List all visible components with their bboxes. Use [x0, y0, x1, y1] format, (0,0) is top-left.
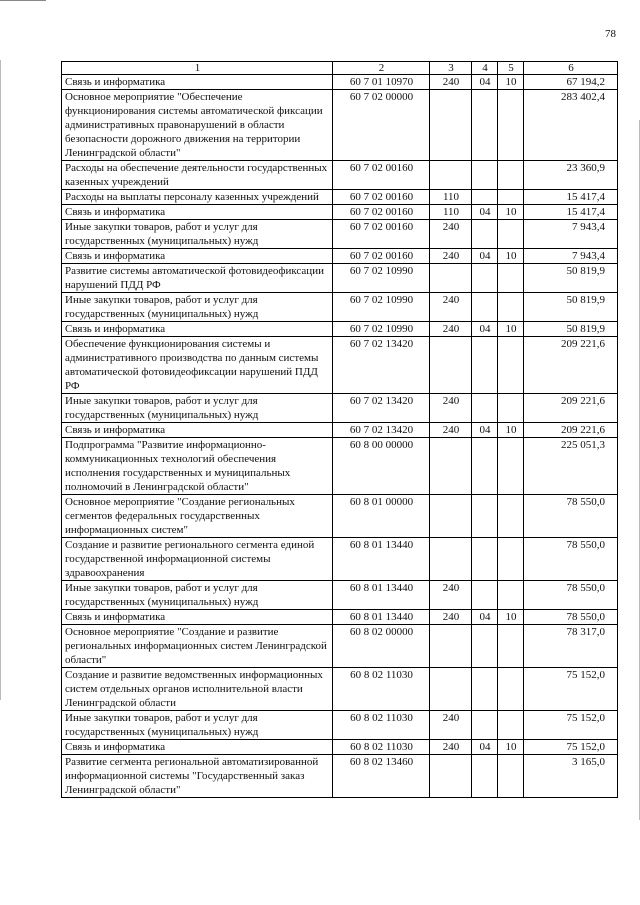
table-row — [62, 293, 618, 322]
row-code-cell: 60 8 02 13460 — [333, 755, 430, 798]
row-code-cell: 60 7 01 10970 — [333, 75, 430, 90]
row-col5-cell — [498, 90, 524, 161]
row-col3-cell — [430, 161, 472, 190]
row-col3-cell: 240 — [430, 610, 472, 625]
row-amount-cell: 23 360,9 — [524, 161, 618, 190]
row-amount-cell: 283 402,4 — [524, 90, 618, 161]
row-name-cell: Связь и информатика — [62, 249, 333, 264]
row-col5-cell: 10 — [498, 423, 524, 438]
row-amount-cell: 50 819,9 — [524, 264, 618, 293]
row-code-cell: 60 7 02 13420 — [333, 394, 430, 423]
row-col3-cell: 240 — [430, 423, 472, 438]
row-col3-cell — [430, 438, 472, 495]
table-row — [62, 337, 618, 394]
row-col4-cell — [472, 264, 498, 293]
row-col4-cell: 04 — [472, 423, 498, 438]
table-row — [62, 264, 618, 293]
table-row — [62, 75, 618, 90]
row-col3-cell: 240 — [430, 249, 472, 264]
table-row — [62, 538, 618, 581]
table-row — [62, 610, 618, 625]
row-col5-cell — [498, 438, 524, 495]
table-row — [62, 438, 618, 495]
row-col5-cell: 10 — [498, 322, 524, 337]
row-col3-cell — [430, 495, 472, 538]
row-code-cell: 60 8 01 00000 — [333, 495, 430, 538]
table-row — [62, 190, 618, 205]
row-col3-cell — [430, 625, 472, 668]
row-amount-cell: 15 417,4 — [524, 205, 618, 220]
scan-edge-mark-left — [0, 60, 1, 700]
row-name-cell: Связь и информатика — [62, 610, 333, 625]
row-col5-cell — [498, 161, 524, 190]
row-col4-cell — [472, 190, 498, 205]
header-col-3: 3 — [430, 62, 472, 75]
row-code-cell: 60 8 02 11030 — [333, 668, 430, 711]
row-name-cell: Иные закупки товаров, работ и услуг для государственных (муниципальных) нужд — [62, 293, 333, 322]
row-amount-cell: 3 165,0 — [524, 755, 618, 798]
header-col-6: 6 — [524, 62, 618, 75]
row-col4-cell — [472, 755, 498, 798]
row-col3-cell: 240 — [430, 75, 472, 90]
row-col5-cell — [498, 190, 524, 205]
row-code-cell: 60 7 02 10990 — [333, 293, 430, 322]
row-col3-cell: 240 — [430, 394, 472, 423]
row-code-cell: 60 7 02 00160 — [333, 205, 430, 220]
row-amount-cell: 7 943,4 — [524, 249, 618, 264]
row-col3-cell: 240 — [430, 711, 472, 740]
row-col5-cell — [498, 755, 524, 798]
budget-table-container — [61, 61, 617, 798]
row-col3-cell: 240 — [430, 293, 472, 322]
row-name-cell: Обеспечение функционирования системы и административного производства по данным системы автоматической фотовидеофиксации нарушений ПДД РФ — [62, 337, 333, 394]
row-name-cell: Основное мероприятие "Создание региональных сегментов федеральных государственных информационных систем" — [62, 495, 333, 538]
row-col5-cell: 10 — [498, 740, 524, 755]
table-row — [62, 740, 618, 755]
row-col4-cell — [472, 220, 498, 249]
row-col3-cell — [430, 90, 472, 161]
row-col4-cell — [472, 438, 498, 495]
table-row — [62, 711, 618, 740]
row-col3-cell: 240 — [430, 220, 472, 249]
row-col4-cell — [472, 337, 498, 394]
row-code-cell: 60 7 02 00160 — [333, 249, 430, 264]
row-name-cell: Иные закупки товаров, работ и услуг для государственных (муниципальных) нужд — [62, 581, 333, 610]
row-col5-cell — [498, 220, 524, 249]
table-row — [62, 495, 618, 538]
table-row — [62, 205, 618, 220]
header-col-1: 1 — [62, 62, 333, 75]
row-code-cell: 60 7 02 13420 — [333, 423, 430, 438]
table-row — [62, 394, 618, 423]
row-col3-cell — [430, 337, 472, 394]
row-name-cell: Связь и информатика — [62, 740, 333, 755]
row-col5-cell — [498, 293, 524, 322]
row-name-cell: Связь и информатика — [62, 75, 333, 90]
row-col4-cell — [472, 668, 498, 711]
row-amount-cell: 225 051,3 — [524, 438, 618, 495]
header-col-5: 5 — [498, 62, 524, 75]
row-name-cell: Иные закупки товаров, работ и услуг для государственных (муниципальных) нужд — [62, 711, 333, 740]
row-col3-cell — [430, 668, 472, 711]
row-col5-cell — [498, 337, 524, 394]
table-header-row — [62, 62, 618, 75]
row-col5-cell: 10 — [498, 249, 524, 264]
row-col3-cell — [430, 264, 472, 293]
table-row — [62, 755, 618, 798]
row-name-cell: Иные закупки товаров, работ и услуг для государственных (муниципальных) нужд — [62, 394, 333, 423]
row-col5-cell: 10 — [498, 610, 524, 625]
row-col4-cell: 04 — [472, 249, 498, 264]
budget-table — [61, 61, 618, 798]
row-col5-cell: 10 — [498, 75, 524, 90]
table-body — [62, 75, 618, 798]
row-name-cell: Иные закупки товаров, работ и услуг для государственных (муниципальных) нужд — [62, 220, 333, 249]
row-amount-cell: 78 550,0 — [524, 610, 618, 625]
table-row — [62, 90, 618, 161]
row-name-cell: Расходы на обеспечение деятельности государственных казенных учреждений — [62, 161, 333, 190]
row-code-cell: 60 8 00 00000 — [333, 438, 430, 495]
row-code-cell: 60 8 02 00000 — [333, 625, 430, 668]
scan-edge-mark-top — [0, 0, 46, 1]
row-code-cell: 60 7 02 13420 — [333, 337, 430, 394]
row-col3-cell: 240 — [430, 322, 472, 337]
row-name-cell: Развитие сегмента региональной автоматизированной информационной системы "Государственный заказ Ленинградской области" — [62, 755, 333, 798]
row-name-cell: Создание и развитие регионального сегмента единой государственной информационной системы здравоохранения — [62, 538, 333, 581]
row-amount-cell: 209 221,6 — [524, 423, 618, 438]
row-amount-cell: 78 550,0 — [524, 495, 618, 538]
row-amount-cell: 75 152,0 — [524, 668, 618, 711]
row-name-cell: Связь и информатика — [62, 423, 333, 438]
header-col-4: 4 — [472, 62, 498, 75]
row-col4-cell: 04 — [472, 322, 498, 337]
row-name-cell: Развитие системы автоматической фотовидеофиксации нарушений ПДД РФ — [62, 264, 333, 293]
row-col3-cell: 110 — [430, 190, 472, 205]
row-amount-cell: 78 317,0 — [524, 625, 618, 668]
table-row — [62, 423, 618, 438]
row-col3-cell: 240 — [430, 581, 472, 610]
row-col5-cell — [498, 625, 524, 668]
row-code-cell: 60 8 02 11030 — [333, 740, 430, 755]
row-name-cell: Подпрограмма "Развитие информационно-коммуникационных технологий обеспечения исполнения государственных и муниципальных полномочий в Ленинградской области" — [62, 438, 333, 495]
row-col4-cell — [472, 581, 498, 610]
table-row — [62, 220, 618, 249]
row-name-cell: Основное мероприятие "Создание и развитие региональных информационных систем Ленинградской области" — [62, 625, 333, 668]
row-name-cell: Связь и информатика — [62, 322, 333, 337]
row-col5-cell — [498, 495, 524, 538]
row-col3-cell: 240 — [430, 740, 472, 755]
row-col5-cell — [498, 538, 524, 581]
row-code-cell: 60 7 02 00160 — [333, 161, 430, 190]
row-name-cell: Связь и информатика — [62, 205, 333, 220]
row-col4-cell — [472, 394, 498, 423]
row-col4-cell — [472, 711, 498, 740]
row-col4-cell: 04 — [472, 75, 498, 90]
row-col3-cell — [430, 538, 472, 581]
row-code-cell: 60 7 02 00000 — [333, 90, 430, 161]
table-row — [62, 668, 618, 711]
table-row — [62, 322, 618, 337]
row-col4-cell — [472, 538, 498, 581]
table-row — [62, 161, 618, 190]
row-code-cell: 60 8 01 13440 — [333, 610, 430, 625]
row-col3-cell — [430, 755, 472, 798]
row-code-cell: 60 7 02 00160 — [333, 220, 430, 249]
row-amount-cell: 75 152,0 — [524, 740, 618, 755]
row-col5-cell — [498, 264, 524, 293]
row-amount-cell: 50 819,9 — [524, 322, 618, 337]
table-row — [62, 625, 618, 668]
row-col5-cell — [498, 581, 524, 610]
table-row — [62, 581, 618, 610]
row-amount-cell: 15 417,4 — [524, 190, 618, 205]
row-col4-cell — [472, 495, 498, 538]
row-code-cell: 60 8 02 11030 — [333, 711, 430, 740]
row-amount-cell: 78 550,0 — [524, 538, 618, 581]
page-number: 78 — [605, 28, 616, 40]
row-col5-cell — [498, 711, 524, 740]
row-col4-cell: 04 — [472, 610, 498, 625]
header-col-2: 2 — [333, 62, 430, 75]
row-col4-cell: 04 — [472, 740, 498, 755]
row-amount-cell: 50 819,9 — [524, 293, 618, 322]
row-code-cell: 60 7 02 10990 — [333, 264, 430, 293]
row-amount-cell: 78 550,0 — [524, 581, 618, 610]
row-col4-cell — [472, 625, 498, 668]
row-col5-cell — [498, 668, 524, 711]
row-code-cell: 60 8 01 13440 — [333, 538, 430, 581]
table-row — [62, 249, 618, 264]
row-code-cell: 60 7 02 10990 — [333, 322, 430, 337]
row-name-cell: Создание и развитие ведомственных информационных систем отдельных органов исполнительной власти Ленинградской области — [62, 668, 333, 711]
row-col4-cell: 04 — [472, 205, 498, 220]
row-code-cell: 60 7 02 00160 — [333, 190, 430, 205]
row-col4-cell — [472, 161, 498, 190]
row-amount-cell: 209 221,6 — [524, 337, 618, 394]
row-amount-cell: 7 943,4 — [524, 220, 618, 249]
row-name-cell: Основное мероприятие "Обеспечение функционирования системы автоматической фиксации административных правонарушений в области безопасности дорожного движения на территории Ленинградской области" — [62, 90, 333, 161]
row-col4-cell — [472, 293, 498, 322]
row-name-cell: Расходы на выплаты персоналу казенных учреждений — [62, 190, 333, 205]
row-col3-cell: 110 — [430, 205, 472, 220]
row-amount-cell: 75 152,0 — [524, 711, 618, 740]
row-col5-cell — [498, 394, 524, 423]
row-amount-cell: 209 221,6 — [524, 394, 618, 423]
row-col5-cell: 10 — [498, 205, 524, 220]
row-amount-cell: 67 194,2 — [524, 75, 618, 90]
row-code-cell: 60 8 01 13440 — [333, 581, 430, 610]
row-col4-cell — [472, 90, 498, 161]
